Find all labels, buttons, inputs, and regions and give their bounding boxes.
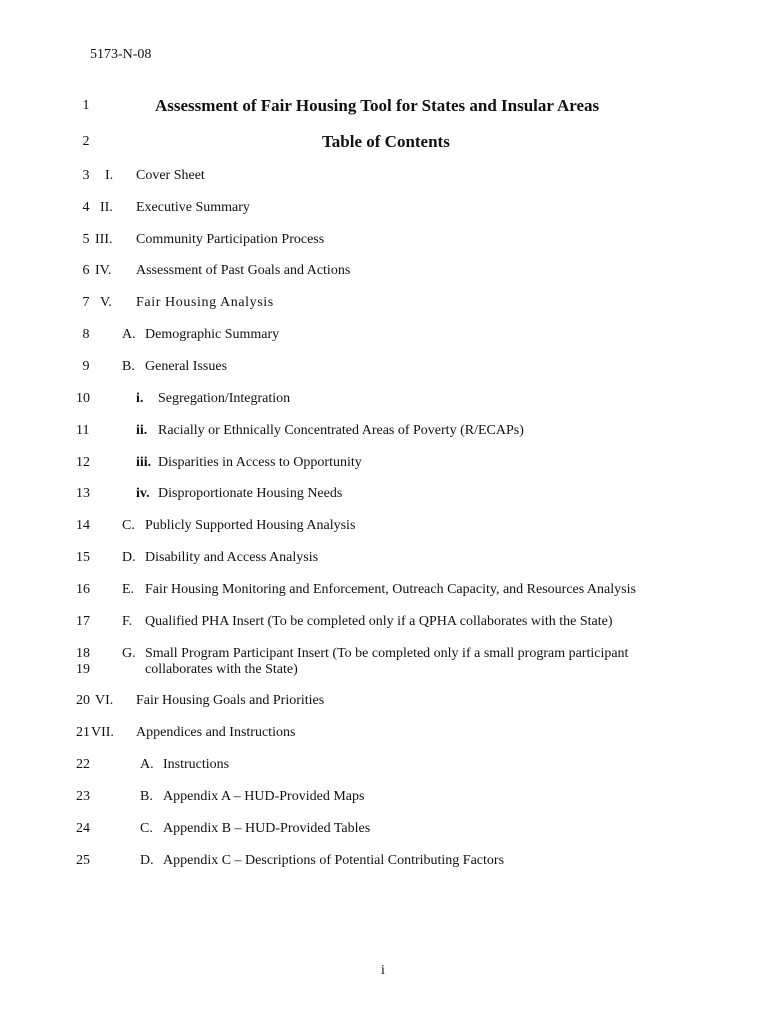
toc-entry-small-program-insert-cont: collaborates with the State) — [145, 662, 298, 677]
line-number: 7 — [82, 295, 90, 310]
toc-entry-appendices: Appendices and Instructions — [136, 725, 296, 740]
document-id: 5173-N-08 — [90, 47, 152, 62]
line-number: 14 — [76, 518, 90, 533]
toc-marker: B. — [122, 359, 135, 374]
toc-entry-cover-sheet: Cover Sheet — [136, 168, 205, 183]
toc-marker: C. — [122, 518, 135, 533]
toc-marker: D. — [140, 853, 154, 868]
toc-marker: A. — [140, 757, 154, 772]
toc-marker: F. — [122, 614, 133, 629]
toc-entry-fair-housing-analysis: Fair Housing Analysis — [136, 295, 274, 310]
toc-entry-appendix-contributing-factors: Appendix C – Descriptions of Potential Contributing Factors — [163, 853, 505, 868]
toc-marker: V. — [100, 295, 112, 310]
line-number: 22 — [76, 757, 90, 772]
line-number: 18 — [76, 646, 90, 661]
line-number: 17 — [76, 614, 90, 629]
line-number: 21 — [76, 725, 90, 740]
toc-entry-goals-priorities: Fair Housing Goals and Priorities — [136, 693, 325, 708]
line-number: 3 — [82, 168, 90, 183]
toc-heading: Table of Contents — [322, 132, 450, 151]
line-number: 23 — [76, 789, 90, 804]
line-number: 10 — [76, 391, 90, 406]
line-number: 16 — [76, 582, 90, 597]
line-number: 24 — [76, 821, 90, 836]
toc-entry-appendix-maps: Appendix A – HUD-Provided Maps — [163, 789, 365, 804]
toc-entry-disparities: Disparities in Access to Opportunity — [158, 455, 362, 470]
toc-entry-general-issues: General Issues — [145, 359, 228, 374]
toc-marker: IV. — [95, 263, 112, 278]
document-title: Assessment of Fair Housing Tool for States and Insular Areas — [155, 96, 600, 115]
line-number: 2 — [82, 134, 90, 149]
line-number: 1 — [82, 98, 90, 113]
toc-entry-community-participation: Community Participation Process — [136, 232, 325, 247]
toc-entry-segregation: Segregation/Integration — [158, 391, 291, 406]
toc-marker: III. — [95, 232, 113, 247]
toc-entry-disability-access: Disability and Access Analysis — [145, 550, 319, 565]
toc-entry-recaps: Racially or Ethnically Concentrated Areas of Poverty (R/ECAPs) — [158, 423, 524, 438]
toc-marker: i. — [136, 391, 144, 406]
toc-marker: II. — [100, 200, 113, 215]
line-number: 8 — [82, 327, 90, 342]
toc-entry-executive-summary: Executive Summary — [136, 200, 250, 215]
toc-marker: iii. — [136, 455, 152, 470]
line-number: 4 — [82, 200, 90, 215]
toc-entry-demographic-summary: Demographic Summary — [145, 327, 280, 342]
toc-entry-instructions: Instructions — [163, 757, 230, 772]
toc-marker: A. — [122, 327, 136, 342]
toc-marker: VII. — [91, 725, 114, 740]
line-number: 6 — [82, 263, 90, 278]
line-number: 25 — [76, 853, 90, 868]
toc-entry-publicly-supported-housing: Publicly Supported Housing Analysis — [145, 518, 356, 533]
line-number: 11 — [76, 423, 90, 438]
toc-marker: G. — [122, 646, 136, 661]
toc-entry-housing-needs: Disproportionate Housing Needs — [158, 486, 343, 501]
toc-entry-small-program-insert: Small Program Participant Insert (To be completed only if a small program participant — [145, 646, 629, 661]
toc-marker: E. — [122, 582, 135, 597]
toc-marker: VI. — [95, 693, 114, 708]
toc-marker: B. — [140, 789, 153, 804]
line-number: 5 — [82, 232, 90, 247]
toc-entry-fair-housing-monitoring: Fair Housing Monitoring and Enforcement, Outreach Capacity, and Resources Analysis — [145, 582, 636, 597]
page-number: i — [381, 963, 385, 978]
toc-entry-past-goals: Assessment of Past Goals and Actions — [136, 263, 351, 278]
toc-entry-appendix-tables: Appendix B – HUD-Provided Tables — [163, 821, 371, 836]
toc-marker: I. — [105, 168, 114, 183]
toc-marker: D. — [122, 550, 136, 565]
line-number: 12 — [76, 455, 90, 470]
toc-marker: ii. — [136, 423, 148, 438]
line-number: 15 — [76, 550, 90, 565]
toc-marker: C. — [140, 821, 153, 836]
line-number: 9 — [82, 359, 90, 374]
line-number: 20 — [76, 693, 90, 708]
toc-marker: iv. — [136, 486, 150, 501]
line-number: 19 — [76, 662, 90, 677]
line-number: 13 — [76, 486, 90, 501]
toc-entry-qpha-insert: Qualified PHA Insert (To be completed only if a QPHA collaborates with the State) — [145, 614, 613, 629]
